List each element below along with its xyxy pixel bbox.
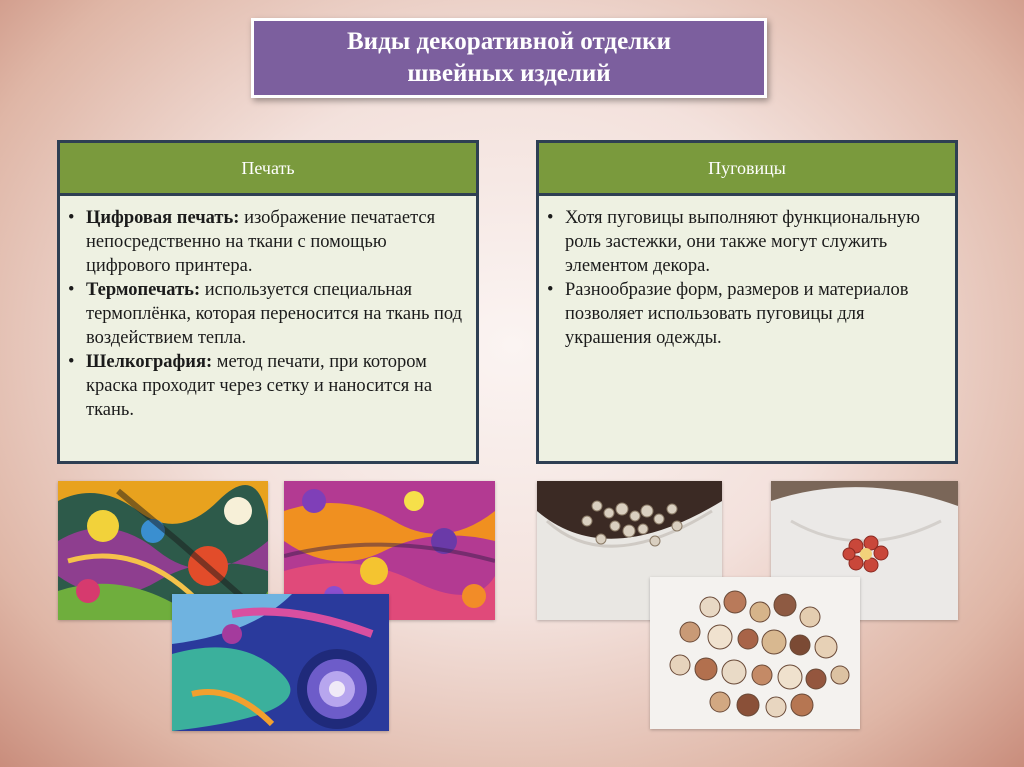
- term-thermal: Термопечать:: [86, 280, 201, 300]
- list-item: [565, 206, 943, 278]
- desc-buttons-function: Хотя пуговицы выполняют функциональную роль застежки, они также могут служить элементом декора.: [565, 208, 920, 276]
- buttons-panel: [536, 140, 958, 464]
- desc-thermal: используется специальная термоплёнка, которая переносится на ткань под воздействием тепла.: [86, 280, 463, 348]
- list-item: [86, 350, 464, 422]
- term-silkscreen: Шелкография:: [86, 352, 213, 372]
- printing-panel: [57, 140, 479, 464]
- printed-fabric-image-3: [172, 594, 389, 731]
- title-line-1: Виды декоративной отделки: [346, 28, 671, 55]
- buttons-heading: Пуговицы: [539, 143, 955, 196]
- buttons-pile-image: [650, 577, 860, 729]
- title-line-2: швейных изделий: [407, 60, 611, 87]
- buttons-list: [539, 196, 955, 350]
- list-item: [86, 278, 464, 350]
- desc-digital: изображение печатается непосредственно на ткани с помощью цифрового принтера.: [86, 208, 436, 276]
- list-item: [86, 206, 464, 278]
- desc-buttons-variety: Разнообразие форм, размеров и материалов позволяет использовать пуговицы для украшения одежды.: [565, 280, 909, 348]
- term-digital: Цифровая печать:: [86, 208, 240, 228]
- printing-list: [60, 196, 476, 422]
- printing-heading: Печать: [60, 143, 476, 196]
- desc-silkscreen: метод печати, при котором краска проходит через сетку и наносится на ткань.: [86, 352, 433, 420]
- slide-title: [251, 18, 767, 98]
- list-item: [565, 278, 943, 350]
